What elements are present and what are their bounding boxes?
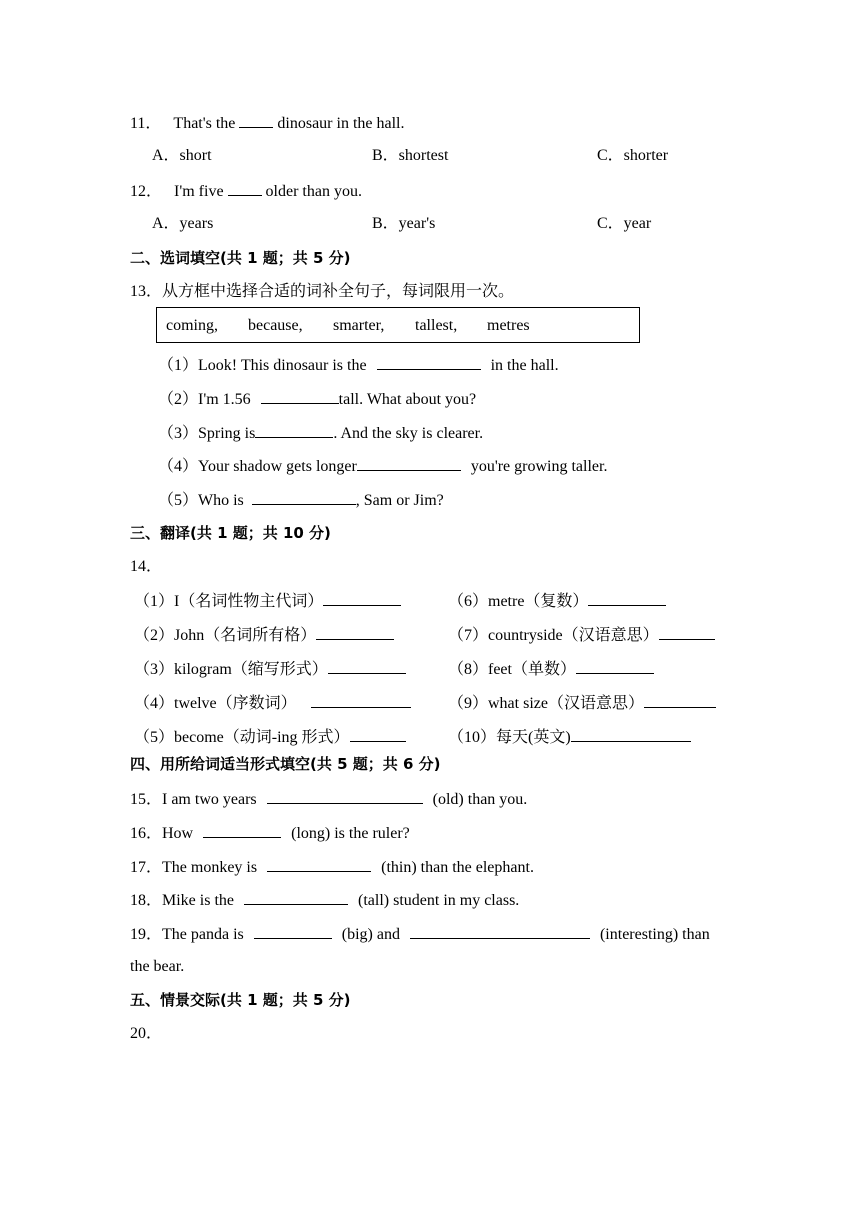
- option-b[interactable]: B．year's: [372, 215, 436, 232]
- option-a[interactable]: A．years: [152, 215, 214, 232]
- option-a[interactable]: A．short: [152, 147, 212, 164]
- word-option: metres: [487, 317, 530, 334]
- item-text: （6）metre（复数）: [448, 593, 589, 610]
- q13-item-3: [158, 422, 483, 444]
- answer-blank[interactable]: [377, 354, 481, 370]
- answer-blank[interactable]: [357, 455, 461, 471]
- item-text: tall. What about you?: [338, 391, 477, 408]
- option-c[interactable]: C．shorter: [597, 147, 669, 164]
- answer-blank[interactable]: [203, 822, 281, 838]
- question-text: That's the: [173, 115, 236, 132]
- item-text: （10）每天(英文): [448, 729, 571, 746]
- section-heading: 三、翻译(共 1 题；共 10 分): [130, 524, 331, 542]
- answer-blank[interactable]: [644, 692, 716, 708]
- q13-item-2: [158, 388, 476, 410]
- question-text: (thin) than the elephant.: [381, 859, 534, 876]
- answer-blank[interactable]: [571, 726, 691, 742]
- item-text: （3）kilogram（缩写形式）: [134, 661, 328, 678]
- answer-blank[interactable]: [311, 692, 411, 708]
- answer-blank[interactable]: [316, 624, 394, 640]
- item-text: （8）feet（单数）: [448, 661, 576, 678]
- answer-blank[interactable]: [228, 180, 262, 196]
- answer-blank[interactable]: [576, 658, 654, 674]
- question-19: [130, 923, 710, 945]
- question-18: [130, 889, 519, 911]
- question-15: [130, 788, 527, 810]
- item-text: （1）Look! This dinosaur is the: [158, 357, 367, 374]
- question-number: 12．: [130, 183, 163, 200]
- question-13-stem: 13．从方框中选择合适的词补全句子，每词限用一次。: [130, 283, 515, 300]
- answer-blank[interactable]: [254, 923, 332, 939]
- section-heading: 五、情景交际(共 1 题；共 5 分): [130, 991, 351, 1009]
- item-text: （3）Spring is: [158, 425, 256, 442]
- question-number: 14．: [130, 558, 163, 575]
- translation-item-4: [134, 692, 411, 714]
- question-text: older than you.: [265, 183, 362, 200]
- item-text: （9）what size（汉语意思）: [448, 695, 644, 712]
- question-11: [130, 112, 405, 134]
- option-c[interactable]: C．year: [597, 215, 652, 232]
- question-12: [130, 180, 362, 202]
- translation-item-10: [448, 726, 691, 748]
- question-text: dinosaur in the hall.: [277, 115, 405, 132]
- answer-blank[interactable]: [350, 726, 406, 742]
- item-text: （7）countryside（汉语意思）: [448, 627, 659, 644]
- question-text: (old) than you.: [432, 791, 528, 808]
- question-text: 17．The monkey is: [130, 859, 258, 876]
- item-text: （5）become（动词-ing 形式）: [134, 729, 350, 746]
- answer-blank[interactable]: [261, 388, 339, 404]
- question-17: [130, 856, 534, 878]
- word-box: [156, 307, 640, 343]
- question-text: (long) is the ruler?: [291, 825, 410, 842]
- item-text: （1）I（名词性物主代词）: [134, 593, 324, 610]
- translation-item-7: [448, 624, 715, 646]
- answer-blank[interactable]: [328, 658, 406, 674]
- item-text: （4）twelve（序数词）: [134, 695, 297, 712]
- translation-item-8: [448, 658, 654, 680]
- word-option: because,: [248, 317, 303, 334]
- translation-item-6: [448, 590, 666, 612]
- translation-item-9: [448, 692, 716, 714]
- section-heading: 四、用所给词适当形式填空(共 5 题；共 6 分): [130, 755, 441, 773]
- answer-blank[interactable]: [267, 856, 371, 872]
- question-text: I'm five: [174, 183, 224, 200]
- question-number: 20．: [130, 1025, 163, 1042]
- word-option: smarter,: [333, 317, 385, 334]
- item-text: . And the sky is clearer.: [333, 425, 484, 442]
- translation-item-3: [134, 658, 406, 680]
- question-text: (interesting) than: [599, 926, 710, 943]
- q13-item-1: [158, 354, 559, 376]
- item-text: , Sam or Jim?: [355, 492, 444, 509]
- answer-blank[interactable]: [267, 788, 423, 804]
- translation-item-5: [134, 726, 406, 748]
- question-16: [130, 822, 410, 844]
- answer-blank[interactable]: [323, 590, 401, 606]
- option-b[interactable]: B．shortest: [372, 147, 449, 164]
- question-text: 16．How: [130, 825, 194, 842]
- translation-item-1: [134, 590, 401, 612]
- q13-item-4: [158, 455, 607, 477]
- item-text: （5）Who is: [158, 492, 244, 509]
- question-text: (big) and: [341, 926, 400, 943]
- answer-blank[interactable]: [244, 889, 348, 905]
- question-text: (tall) student in my class.: [358, 892, 520, 909]
- question-text: 15．I am two years: [130, 791, 257, 808]
- answer-blank[interactable]: [410, 923, 590, 939]
- answer-blank[interactable]: [239, 112, 273, 128]
- item-text: （4）Your shadow gets longer: [158, 458, 357, 475]
- answer-blank[interactable]: [659, 624, 715, 640]
- question-text: 18．Mike is the: [130, 892, 234, 909]
- translation-item-2: [134, 624, 394, 646]
- answer-blank[interactable]: [255, 422, 333, 438]
- item-text: in the hall.: [490, 357, 559, 374]
- section-heading: 二、选词填空(共 1 题；共 5 分): [130, 249, 351, 267]
- answer-blank[interactable]: [588, 590, 666, 606]
- question-number: 11．: [130, 115, 162, 132]
- item-text: you're growing taller.: [470, 458, 608, 475]
- item-text: （2）John（名词所有格）: [134, 627, 317, 644]
- question-text: 19．The panda is: [130, 926, 244, 943]
- word-option: tallest,: [415, 317, 458, 334]
- question-text-continued: the bear.: [130, 958, 185, 975]
- item-text: （2）I'm 1.56: [158, 391, 251, 408]
- answer-blank[interactable]: [252, 489, 356, 505]
- q13-item-5: [158, 489, 444, 511]
- word-option: coming,: [166, 317, 218, 334]
